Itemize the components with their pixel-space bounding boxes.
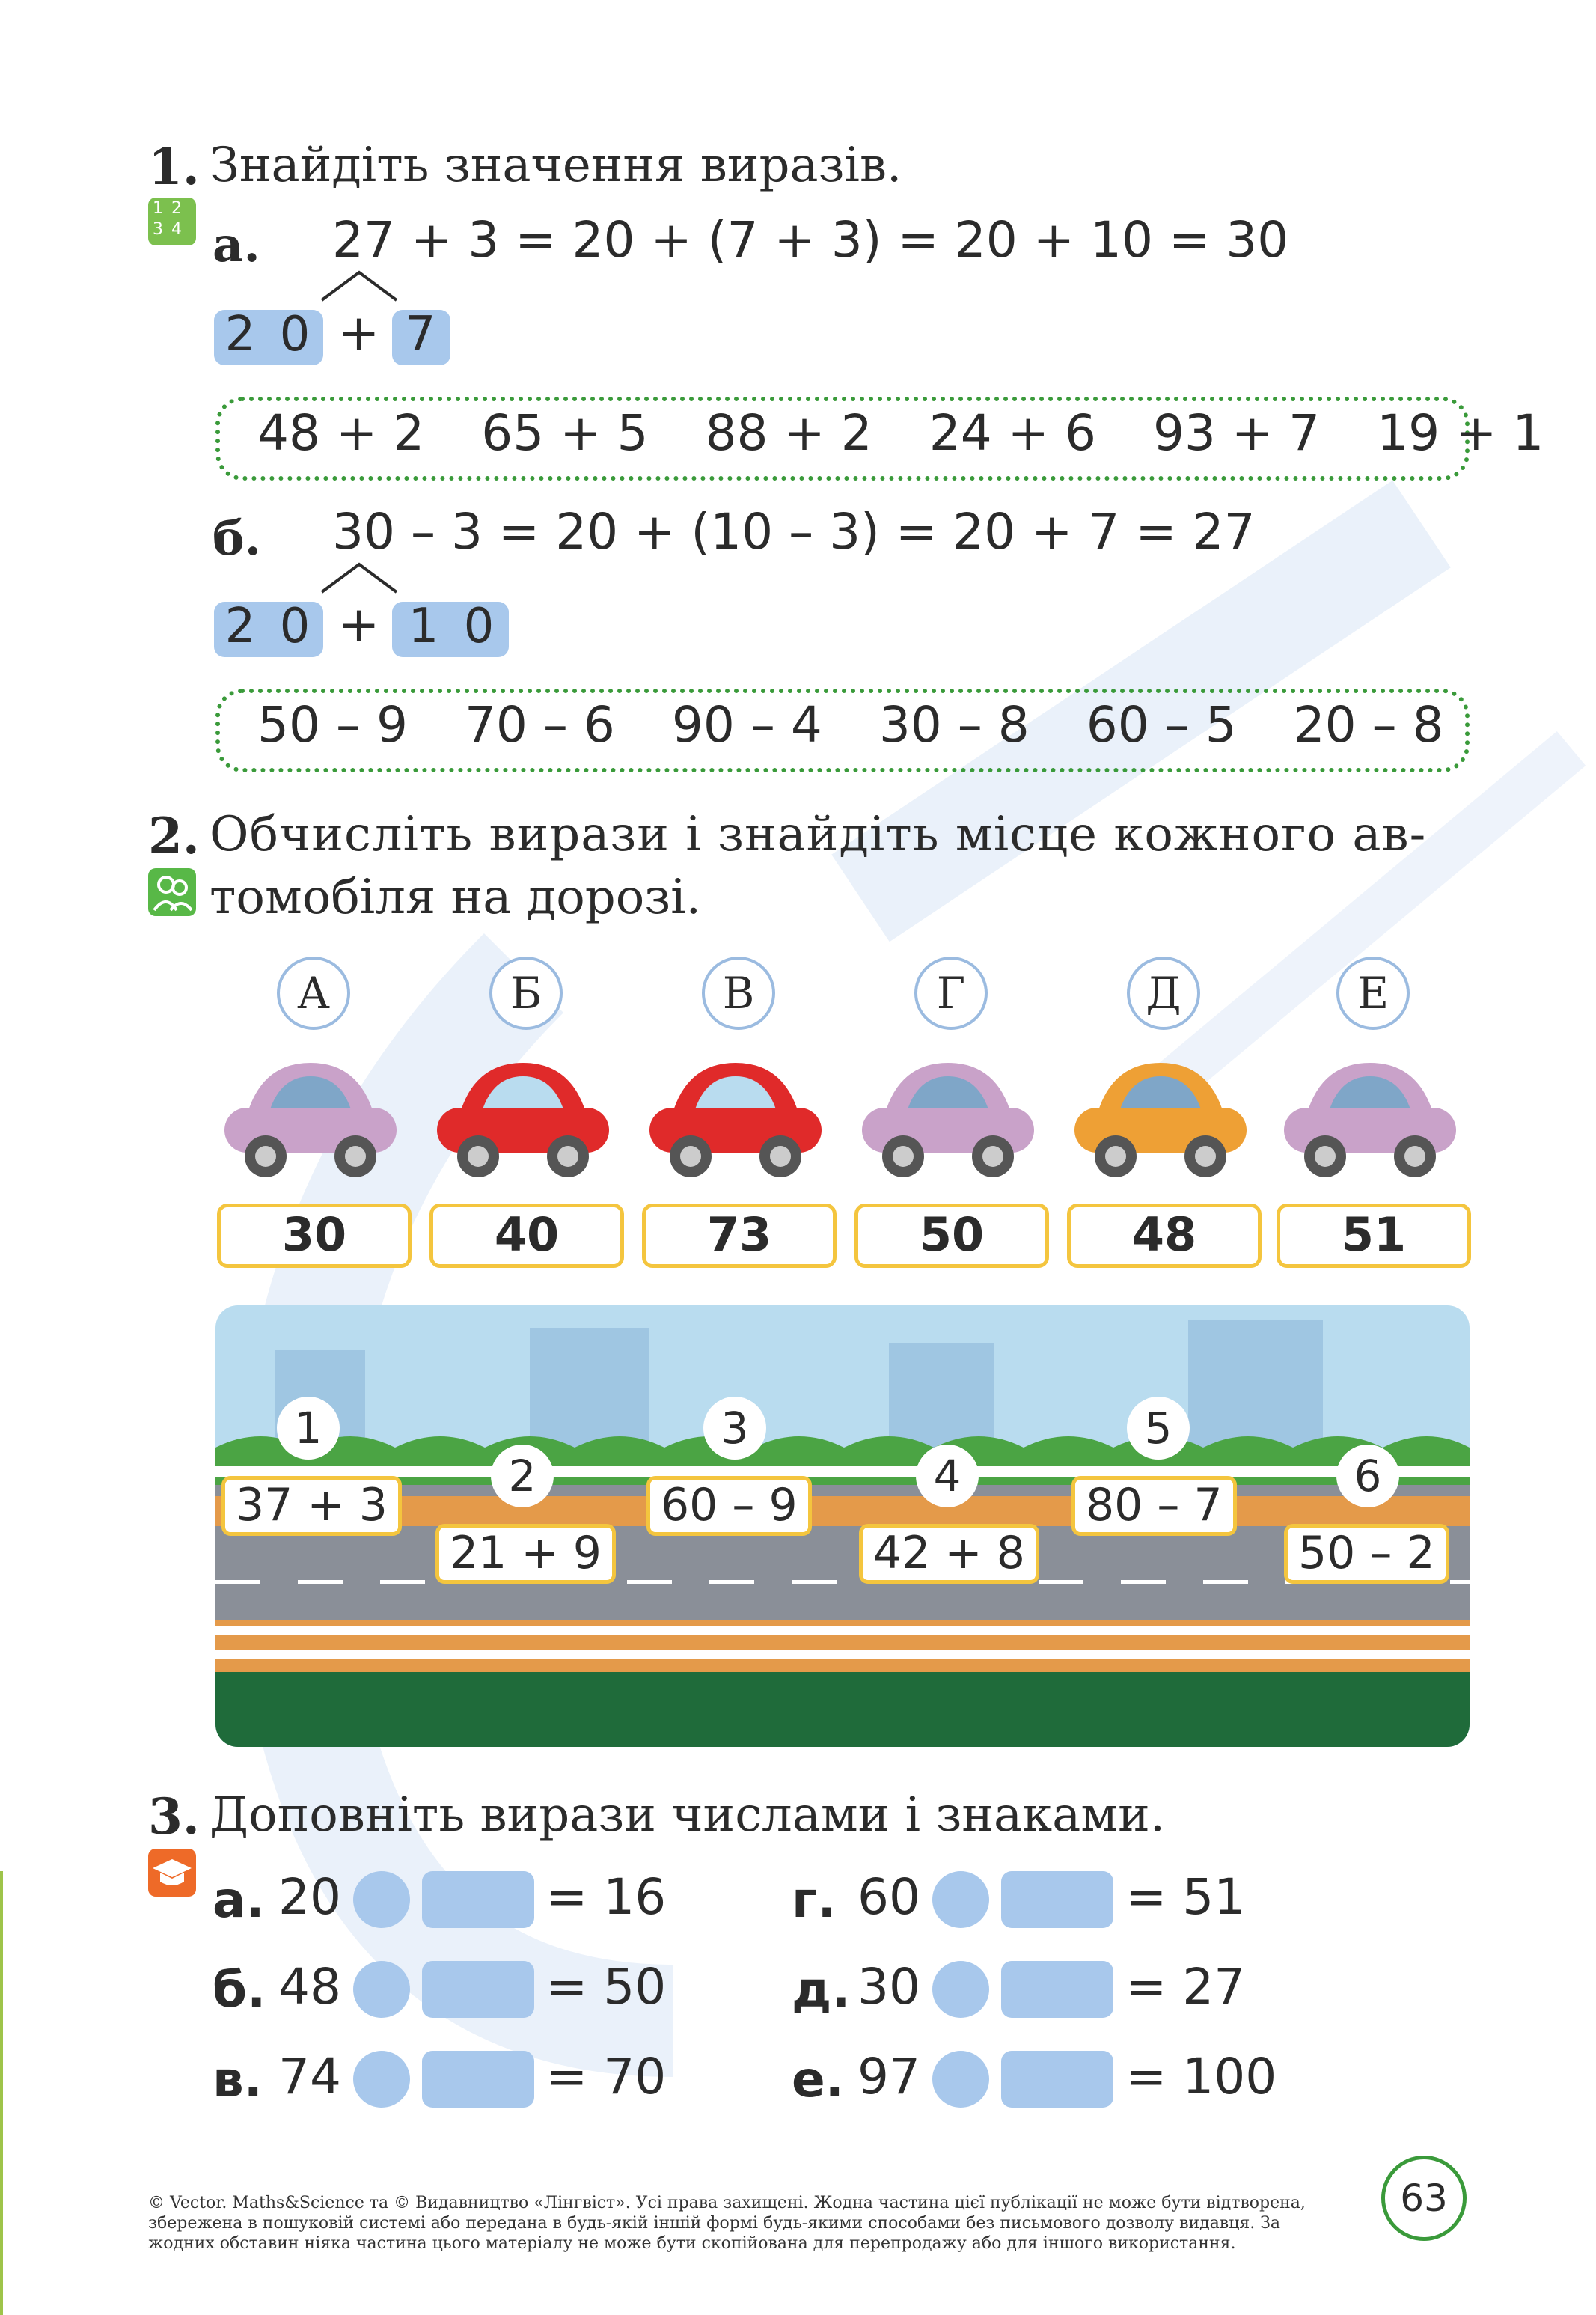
task3-result: = 100 xyxy=(1125,2048,1277,2105)
slot-number: 2 xyxy=(491,1445,554,1507)
task1-a-equation: 27 + 3 = 20 + (7 + 3) = 20 + 10 = 30 xyxy=(332,211,1289,269)
numbers-icon: 1 2 3 4 xyxy=(148,198,196,245)
slot-number: 3 xyxy=(703,1397,766,1460)
task3-letter: г. xyxy=(792,1871,837,1929)
task1-a-letter: а. xyxy=(213,217,260,273)
car-label: В xyxy=(702,957,775,1030)
operator-blank[interactable] xyxy=(353,1871,410,1928)
car-icon xyxy=(642,1033,829,1183)
car-icon xyxy=(217,1033,404,1183)
exercise-row-b xyxy=(257,696,1444,754)
task2-number: 2. xyxy=(148,807,200,865)
task3-letter: а. xyxy=(213,1871,265,1929)
task3-start: 97 xyxy=(857,2048,920,2105)
page-edge-line xyxy=(0,1871,3,2315)
car-value: 50 xyxy=(854,1204,1049,1268)
decomposition-branch-icon xyxy=(314,558,404,596)
decomp-plus: + xyxy=(338,304,380,362)
expression: 19 + 1 xyxy=(1377,404,1544,462)
car-icon xyxy=(1277,1033,1464,1183)
slot-expression: 21 + 9 xyxy=(435,1524,616,1584)
operator-blank[interactable] xyxy=(353,1961,410,2018)
task3-result: = 51 xyxy=(1125,1868,1246,1926)
car-label: Е xyxy=(1336,957,1410,1030)
task3-number: 3. xyxy=(148,1787,200,1846)
task3-start: 60 xyxy=(857,1868,920,1926)
operator-blank[interactable] xyxy=(353,2051,410,2108)
decomp-box-20: 2 0 xyxy=(214,602,323,657)
expression: 60 – 5 xyxy=(1086,696,1237,754)
expression: 70 – 6 xyxy=(464,696,615,754)
expression: 50 – 9 xyxy=(257,696,408,754)
task3-result: = 27 xyxy=(1125,1958,1246,2016)
number-blank[interactable] xyxy=(422,1961,534,2018)
expression: 48 + 2 xyxy=(257,404,425,462)
pair-work-icon xyxy=(148,868,196,916)
expression: 88 + 2 xyxy=(705,404,872,462)
expression: 93 + 7 xyxy=(1152,404,1321,462)
task1-title: Знайдіть значення виразів. xyxy=(210,138,902,193)
expression: 30 – 8 xyxy=(878,696,1030,754)
car-label: Д xyxy=(1127,957,1200,1030)
road-illustration xyxy=(215,1305,1470,1747)
car-value: 51 xyxy=(1277,1204,1471,1268)
task1-b-letter: б. xyxy=(213,510,261,567)
number-blank[interactable] xyxy=(1001,1961,1113,2018)
car-value: 40 xyxy=(429,1204,624,1268)
task1-b-equation: 30 – 3 = 20 + (10 – 3) = 20 + 7 = 27 xyxy=(332,503,1256,561)
graduation-cap-icon xyxy=(148,1849,196,1897)
operator-blank[interactable] xyxy=(932,2051,989,2108)
car-value: 30 xyxy=(217,1204,412,1268)
car-icon xyxy=(854,1033,1042,1183)
task3-result: = 50 xyxy=(546,1958,667,2016)
decomp-plus: + xyxy=(338,596,380,653)
decomp-box-10: 1 0 xyxy=(392,602,509,657)
task2-title-line1: Обчисліть вирази і знайдіть місце кожного ав- xyxy=(210,807,1427,862)
task3-start: 48 xyxy=(278,1958,341,2016)
number-blank[interactable] xyxy=(422,1871,534,1928)
slot-expression: 50 – 2 xyxy=(1284,1524,1449,1584)
slot-expression: 60 – 9 xyxy=(646,1476,812,1536)
decomp-box-7: 7 xyxy=(392,310,450,365)
task3-start: 20 xyxy=(278,1868,341,1926)
number-blank[interactable] xyxy=(1001,2051,1113,2108)
car-value: 73 xyxy=(642,1204,837,1268)
task3-letter: е. xyxy=(792,2051,844,2108)
operator-blank[interactable] xyxy=(932,1871,989,1928)
car-label: Г xyxy=(914,957,988,1030)
car-label: А xyxy=(277,957,350,1030)
expression: 65 + 5 xyxy=(481,404,649,462)
expression: 90 – 4 xyxy=(671,696,822,754)
operator-blank[interactable] xyxy=(932,1961,989,2018)
task3-start: 30 xyxy=(857,1958,920,2016)
car-value: 48 xyxy=(1067,1204,1262,1268)
slot-number: 6 xyxy=(1336,1445,1399,1507)
task1-number: 1. xyxy=(148,138,200,196)
copyright-footer: © Vector. Maths&Science та © Видавництво «Лінгвіст». Усі права захищені. Жодна частина цієї публікації не може бути відтворена, збережена в пошуковій системі або передана в будь-якій іншій формі будь-якими способами без письмового дозволу видавця. За жодних обставин ніяка частина цього матеріалу не може бути скопійована для перепродажу або для іншого використання. xyxy=(148,2194,1306,2253)
task3-letter: в. xyxy=(213,2051,263,2108)
task3-result: = 16 xyxy=(546,1868,667,1926)
number-blank[interactable] xyxy=(1001,1871,1113,1928)
page-number: 63 xyxy=(1381,2156,1467,2241)
decomp-box-20: 2 0 xyxy=(214,310,323,365)
number-blank[interactable] xyxy=(422,2051,534,2108)
task3-title: Доповніть вирази числами і знаками. xyxy=(210,1787,1166,1843)
car-icon xyxy=(429,1033,617,1183)
slot-expression: 37 + 3 xyxy=(221,1476,402,1536)
car-label: Б xyxy=(489,957,563,1030)
slot-expression: 42 + 8 xyxy=(859,1524,1039,1584)
exercise-row-a xyxy=(257,404,1544,462)
task3-result: = 70 xyxy=(546,2048,667,2105)
expression: 20 – 8 xyxy=(1293,696,1444,754)
slot-number: 4 xyxy=(916,1445,979,1507)
slot-number: 5 xyxy=(1127,1397,1190,1460)
decomposition-branch-icon xyxy=(314,266,404,304)
task2-title-line2: томобіля на дорозі. xyxy=(210,870,701,925)
task3-start: 74 xyxy=(278,2048,341,2105)
task3-letter: д. xyxy=(792,1961,851,2019)
car-icon xyxy=(1067,1033,1254,1183)
expression: 24 + 6 xyxy=(929,404,1096,462)
task3-letter: б. xyxy=(213,1961,266,2019)
slot-number: 1 xyxy=(277,1397,340,1460)
slot-expression: 80 – 7 xyxy=(1071,1476,1237,1536)
